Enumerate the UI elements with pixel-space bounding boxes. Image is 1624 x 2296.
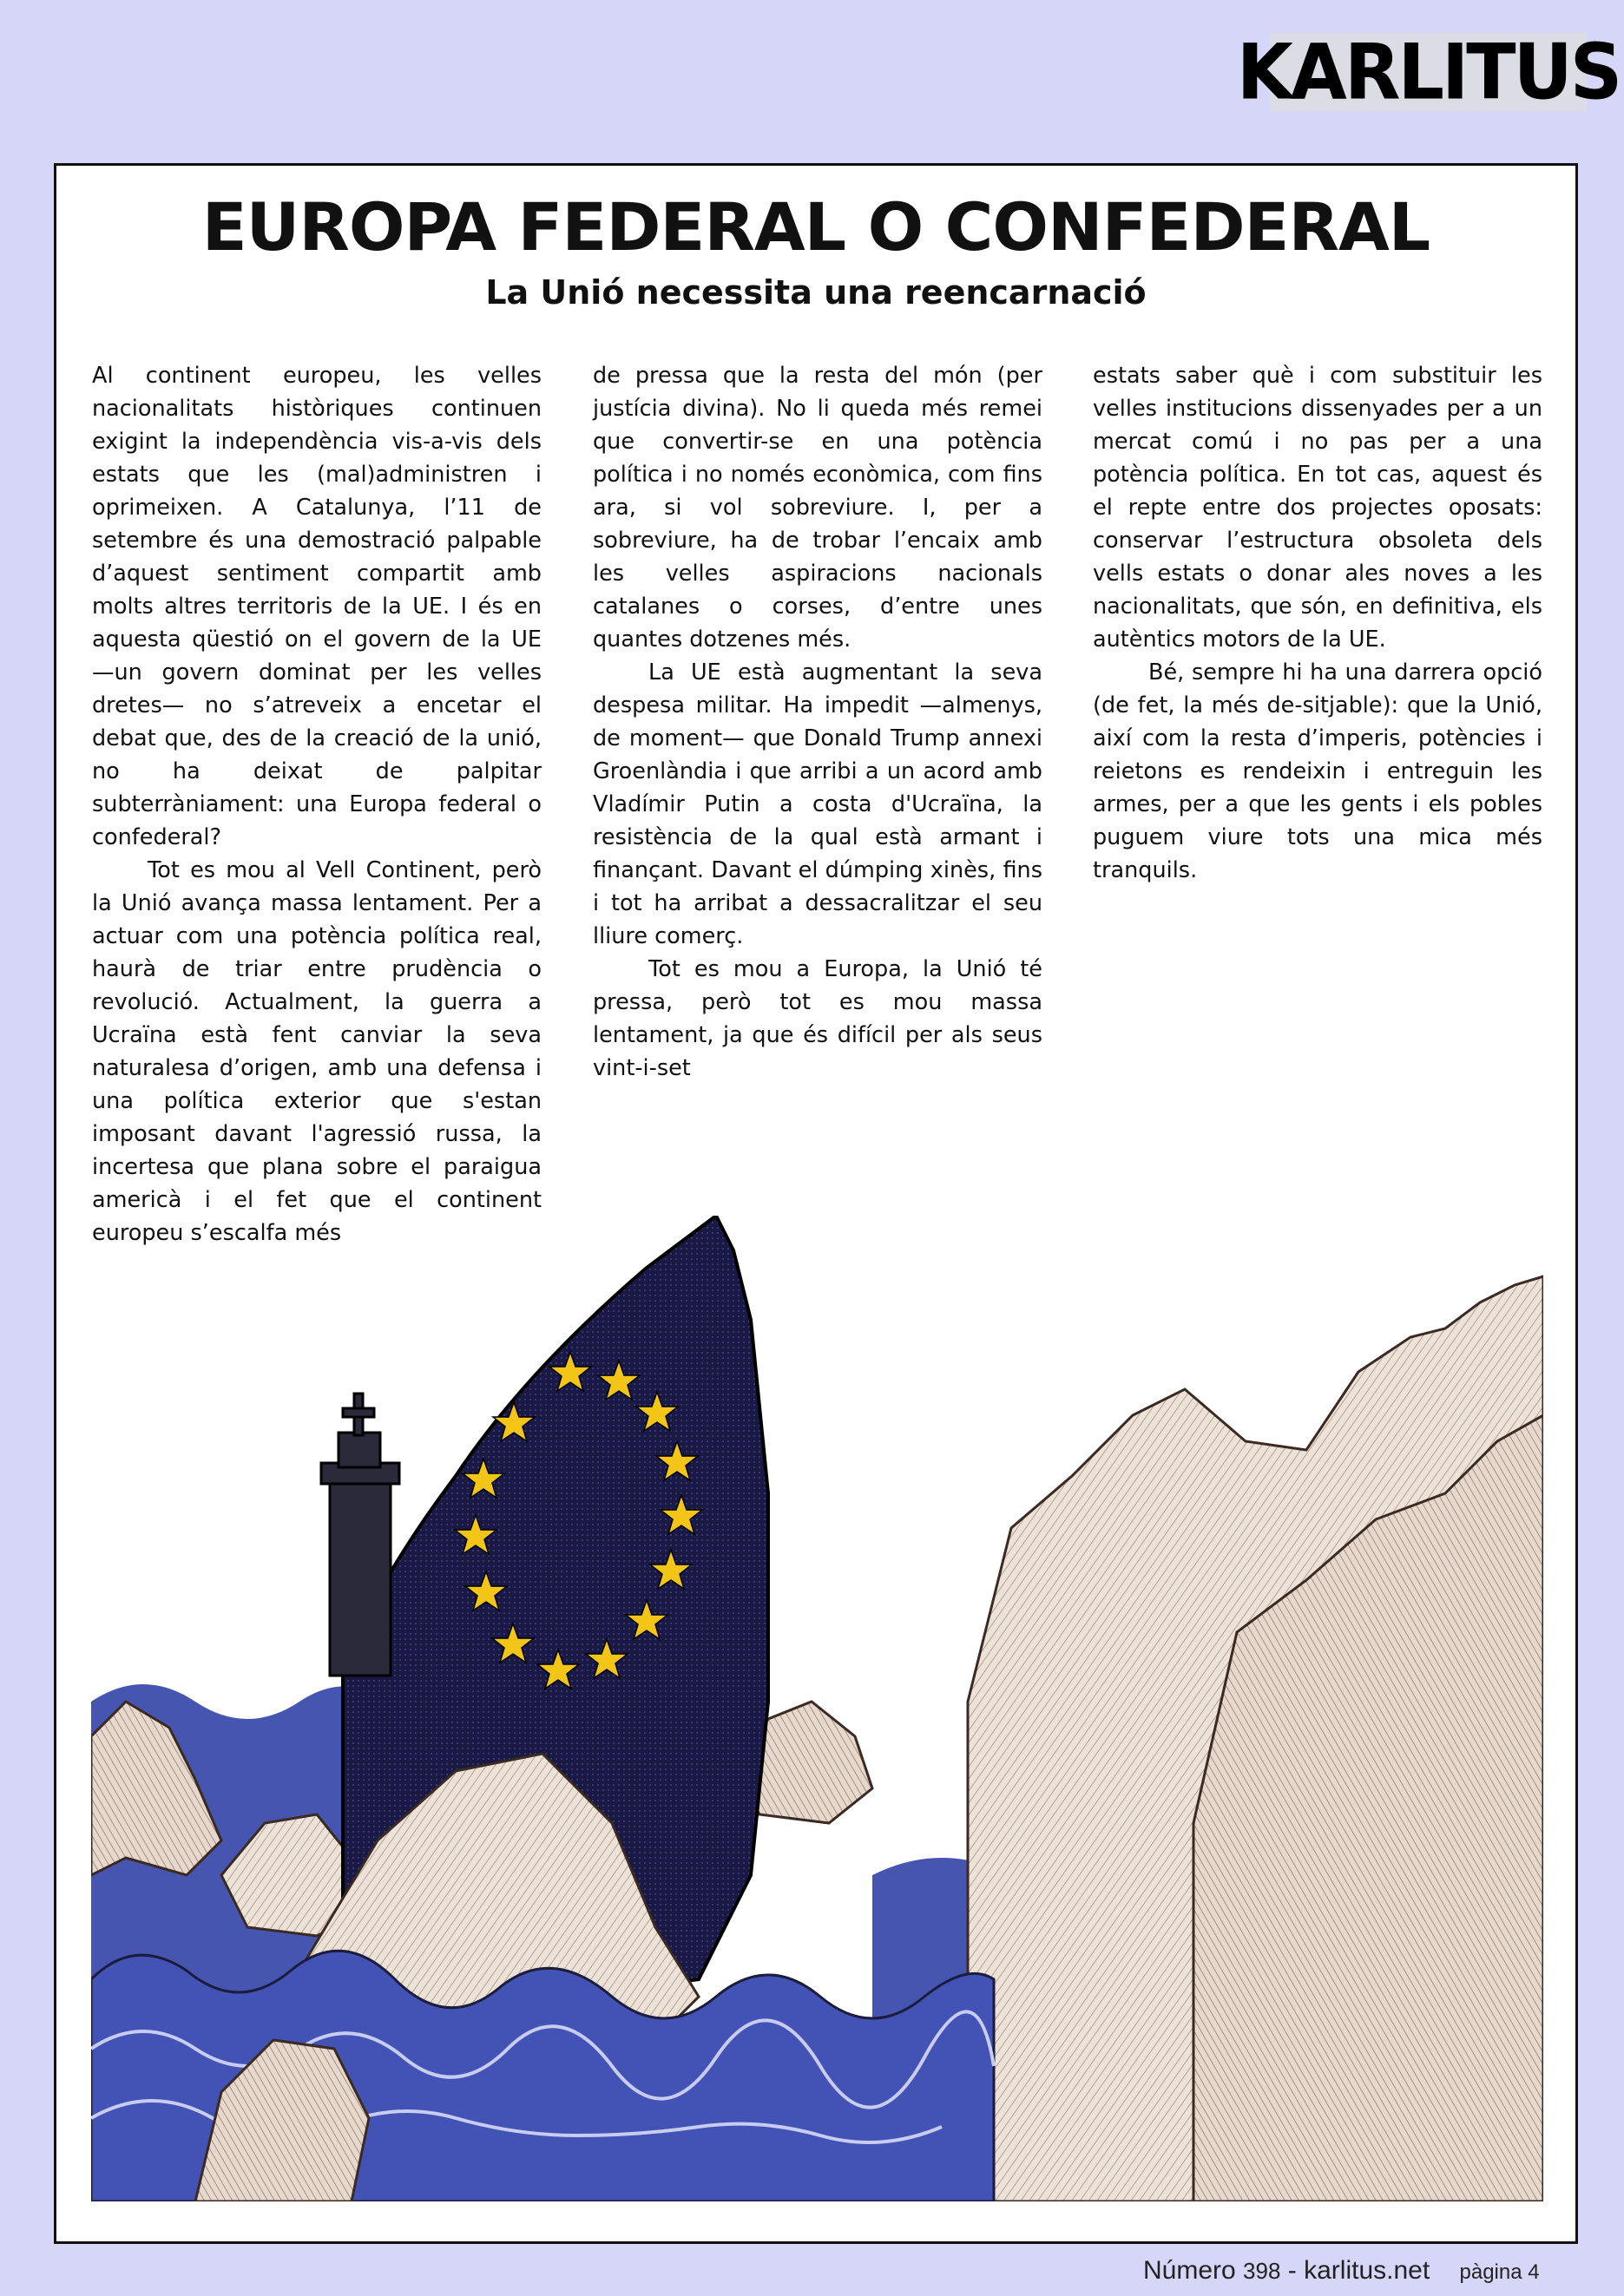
text-column-1 — [92, 359, 542, 1250]
article-frame — [54, 163, 1578, 2244]
paragraph: Al continent europeu, les velles nacionalitats històriques continuen exigint la independència vis-a-vis dels estats que les (mal)administren i oprimeixen. A Catalunya, l’11 de setembre és una demostració palpable d’aquest sentiment compartit amb molts altres territoris de la UE. I és en aquesta qüestió on el govern de la UE —un govern dominat per les velles dretes— no s’atreveix a encetar el debat que, des de la creació de la unió, no ha deixat de palpitar subterràniament: una Europa federal o confederal? — [92, 363, 542, 850]
issue-label: Número — [1143, 2256, 1236, 2285]
masthead-name: KARLITUS — [1236, 27, 1621, 117]
paragraph: estats saber què i com substituir les velles institucions dissenyades per a un mercat comú i no pas per a una potència política. En tot cas, aquest és el repte entre dos projectes oposats: conservar l’estructura obsoleta dels vells estats o donar ales noves a les nacionalitats, que són, en definitiva, els autèntics motors de la UE. — [1093, 363, 1542, 653]
article-title: EUROPA FEDERAL O CONFEDERAL — [201, 188, 1430, 266]
article-subtitle: La Unió necessita una reencarnació — [485, 273, 1147, 312]
paragraph: Tot es mou al Vell Continent, però la Unió avança massa lentament. Per a actuar com una potència política real, haurà de triar entre prudència o revolució. Actualment, la guerra a Ucraïna està fent canviar la seva naturalesa d’origen, amb una defensa i una política exterior que s'estan imposant davant l'agressió russa, la incertesa que plana sobre el paraigua americà i el fet que el continent europeu s’escalfa més — [92, 857, 542, 1246]
issue-number: 398 — [1243, 2258, 1281, 2284]
paragraph: La UE està augmentant la seva despesa militar. Ha impedit —almenys, de moment— que Donald Trump annexi Groenlàndia i que arribi a un acord amb Vladímir Putin a costa d'Ucraïna, la resistència de la qual està armant i finançant. Davant el dúmping xinès, fins i tot ha arribat a dessacralitzar el seu lliure comerç. — [593, 659, 1042, 949]
eu-ship-cartoon — [91, 1216, 1543, 2201]
ship-bridge — [321, 1394, 399, 1676]
masthead-logo — [1236, 27, 1621, 117]
paragraph: Bé, sempre hi ha una darrera opció (de fet, la més de-sitjable): que la Unió, així com la resta d’imperis, potències i reietons es rendeixin i entreguin les armes, per a que les gents i els pobles puguem viure tots una mica més tranquils. — [1093, 659, 1542, 883]
page-footer — [1143, 2256, 1540, 2286]
site-link[interactable]: - karlitus.net — [1287, 2256, 1430, 2285]
paragraph: Tot es mou a Europa, la Unió té pressa, però tot es mou massa lentament, ja que és difícil per als seus vint-i-set — [593, 956, 1042, 1081]
paragraph: de pressa que la resta del món (per justícia divina). No li queda més remei que convertir-se en una potència política i no només econòmica, com fins ara, si vol sobreviure. I, per a sobreviure, ha de trobar l’encaix amb les velles aspiracions nacionals catalanes o corses, d’entre unes quantes dotzenes més. — [593, 363, 1042, 653]
text-column-3 — [1093, 359, 1542, 887]
text-column-2 — [593, 359, 1042, 1085]
page-number: pàgina 4 — [1459, 2260, 1540, 2284]
